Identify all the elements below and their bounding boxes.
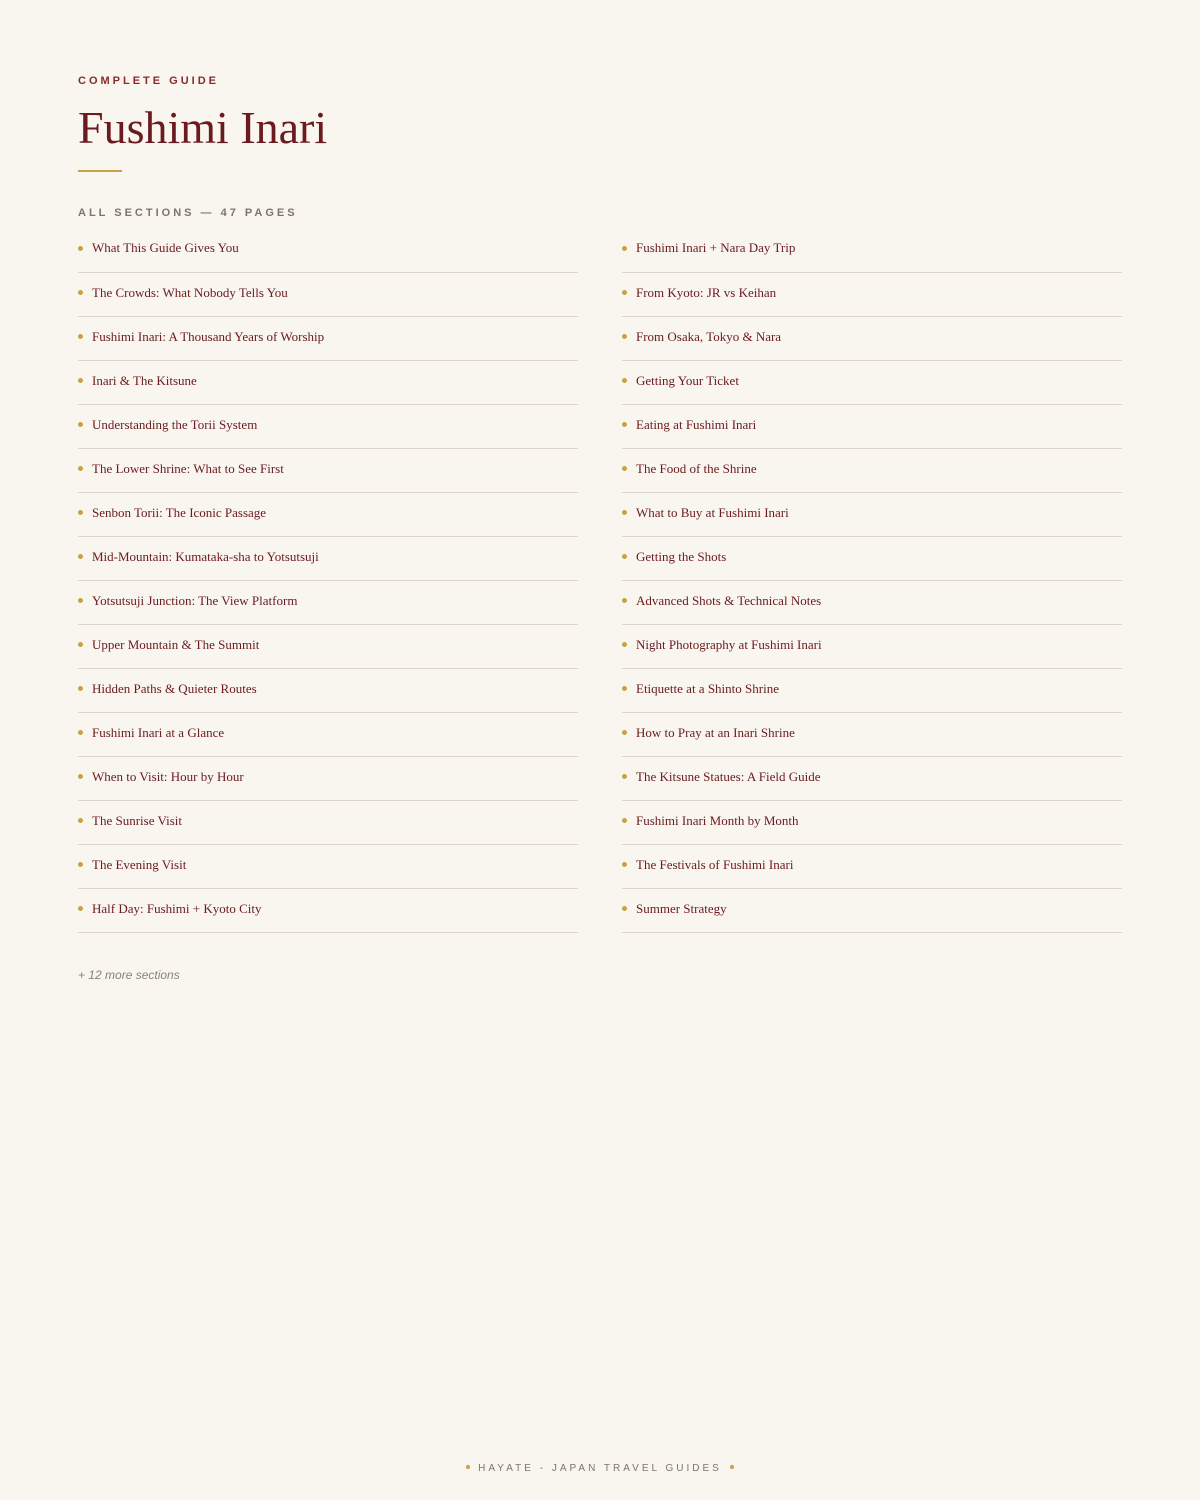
- toc-item[interactable]: [78, 361, 578, 405]
- toc-item-label: How to Pray at an Inari Shrine: [636, 724, 795, 740]
- footer-text: HAYATE - JAPAN TRAVEL GUIDES: [478, 1463, 722, 1474]
- toc-item-label: Half Day: Fushimi + Kyoto City: [92, 900, 262, 916]
- bullet-icon: [78, 334, 83, 339]
- bullet-icon: [78, 906, 83, 911]
- toc-item-label: Mid-Mountain: Kumataka-sha to Yotsutsuji: [92, 548, 319, 564]
- toc-item-label: Eating at Fushimi Inari: [636, 416, 757, 432]
- bullet-icon: [78, 246, 83, 251]
- toc-item[interactable]: [622, 493, 1122, 537]
- toc-item[interactable]: [622, 713, 1122, 757]
- bullet-icon: [78, 422, 83, 427]
- toc-item[interactable]: [622, 581, 1122, 625]
- bullet-icon: [622, 510, 627, 515]
- bullet-icon: [622, 774, 627, 779]
- toc-item[interactable]: [78, 273, 578, 317]
- footer: [0, 1463, 1200, 1474]
- page-title: Fushimi Inari: [78, 102, 328, 153]
- toc-item-label: Fushimi Inari + Nara Day Trip: [636, 240, 796, 255]
- toc-item[interactable]: [78, 669, 578, 713]
- sections-heading: ALL SECTIONS — 47 PAGES: [78, 207, 298, 219]
- toc-item-label: What This Guide Gives You: [92, 240, 239, 255]
- toc-item-label: Fushimi Inari at a Glance: [92, 724, 225, 740]
- footer-dot-icon: [466, 1465, 470, 1469]
- more-sections-note: + 12 more sections: [78, 968, 180, 982]
- bullet-icon: [78, 686, 83, 691]
- bullet-icon: [622, 290, 627, 295]
- toc-item[interactable]: [78, 537, 578, 581]
- toc-item[interactable]: [622, 361, 1122, 405]
- bullet-icon: [622, 818, 627, 823]
- title-divider: [78, 170, 122, 172]
- toc-item[interactable]: [622, 537, 1122, 581]
- bullet-icon: [622, 334, 627, 339]
- toc-item-label: The Kitsune Statues: A Field Guide: [636, 768, 821, 784]
- toc-column-right: [622, 228, 1122, 933]
- toc-item[interactable]: [78, 713, 578, 757]
- toc-item-label: From Kyoto: JR vs Keihan: [636, 284, 777, 300]
- toc-item-label: Fushimi Inari: A Thousand Years of Worship: [92, 328, 325, 344]
- toc-item[interactable]: [78, 581, 578, 625]
- toc-item-label: The Lower Shrine: What to See First: [92, 460, 284, 476]
- toc-item[interactable]: [78, 493, 578, 537]
- toc-item[interactable]: [622, 669, 1122, 713]
- toc-item[interactable]: [78, 405, 578, 449]
- toc-item-label: Hidden Paths & Quieter Routes: [92, 680, 257, 696]
- toc-item-label: The Sunrise Visit: [92, 812, 182, 828]
- bullet-icon: [78, 642, 83, 647]
- bullet-icon: [622, 598, 627, 603]
- toc-item-label: Senbon Torii: The Iconic Passage: [92, 504, 267, 520]
- bullet-icon: [622, 378, 627, 383]
- toc-item[interactable]: [78, 801, 578, 845]
- toc-item-label: Yotsutsuji Junction: The View Platform: [92, 592, 298, 608]
- bullet-icon: [78, 466, 83, 471]
- toc-column-left: [78, 228, 578, 933]
- bullet-icon: [622, 554, 627, 559]
- toc-item-label: Summer Strategy: [636, 900, 727, 916]
- toc-item-label: The Festivals of Fushimi Inari: [636, 856, 794, 872]
- toc-item[interactable]: [622, 757, 1122, 801]
- toc-item-label: Fushimi Inari Month by Month: [636, 812, 799, 828]
- toc-item[interactable]: [78, 228, 578, 273]
- toc-item[interactable]: [622, 449, 1122, 493]
- toc-item[interactable]: [78, 449, 578, 493]
- bullet-icon: [78, 378, 83, 383]
- toc-item[interactable]: [78, 845, 578, 889]
- guide-eyebrow: COMPLETE GUIDE: [78, 75, 220, 87]
- toc-item-label: Night Photography at Fushimi Inari: [636, 636, 822, 652]
- toc-item[interactable]: [622, 801, 1122, 845]
- bullet-icon: [622, 466, 627, 471]
- footer-dot-icon: [730, 1465, 734, 1469]
- toc-item-label: The Food of the Shrine: [636, 460, 757, 476]
- bullet-icon: [622, 422, 627, 427]
- toc-item-label: Etiquette at a Shinto Shrine: [636, 680, 779, 696]
- toc-item-label: Upper Mountain & The Summit: [92, 636, 260, 652]
- toc-item[interactable]: [78, 757, 578, 801]
- bullet-icon: [78, 598, 83, 603]
- toc-item-label: Understanding the Torii System: [92, 416, 258, 432]
- bullet-icon: [78, 290, 83, 295]
- toc-item[interactable]: [622, 405, 1122, 449]
- toc-item-label: Inari & The Kitsune: [92, 372, 197, 388]
- toc-item-label: The Evening Visit: [92, 856, 187, 872]
- toc-item-label: Advanced Shots & Technical Notes: [636, 592, 822, 608]
- toc-item-label: The Crowds: What Nobody Tells You: [92, 284, 288, 300]
- bullet-icon: [78, 510, 83, 515]
- toc-item[interactable]: [78, 625, 578, 669]
- bullet-icon: [78, 862, 83, 867]
- toc-item-label: From Osaka, Tokyo & Nara: [636, 328, 782, 344]
- bullet-icon: [622, 642, 627, 647]
- toc-item-label: Getting Your Ticket: [636, 372, 739, 388]
- toc-item[interactable]: [78, 317, 578, 361]
- bullet-icon: [78, 774, 83, 779]
- toc-item[interactable]: [622, 845, 1122, 889]
- toc-item[interactable]: [622, 625, 1122, 669]
- toc-item[interactable]: [622, 317, 1122, 361]
- bullet-icon: [622, 730, 627, 735]
- toc-item[interactable]: [622, 228, 1122, 273]
- toc-item[interactable]: [622, 273, 1122, 317]
- toc-item[interactable]: [78, 889, 578, 933]
- bullet-icon: [78, 730, 83, 735]
- toc-item-label: Getting the Shots: [636, 548, 727, 564]
- bullet-icon: [622, 862, 627, 867]
- toc-item-label: What to Buy at Fushimi Inari: [636, 504, 789, 520]
- bullet-icon: [622, 906, 627, 911]
- bullet-icon: [622, 686, 627, 691]
- bullet-icon: [78, 818, 83, 823]
- bullet-icon: [622, 246, 627, 251]
- toc-item[interactable]: [622, 889, 1122, 933]
- toc-item-label: When to Visit: Hour by Hour: [92, 768, 244, 784]
- bullet-icon: [78, 554, 83, 559]
